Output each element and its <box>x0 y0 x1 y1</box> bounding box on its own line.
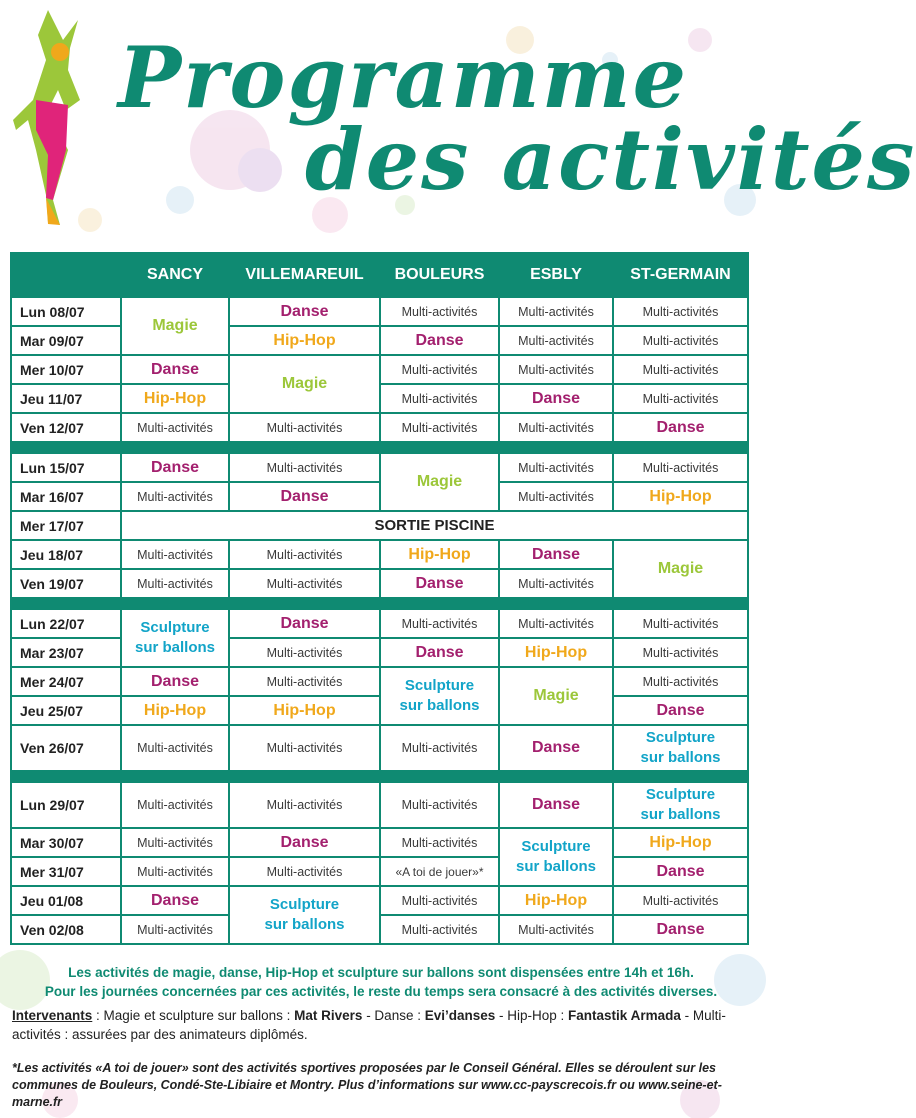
table-row <box>11 453 748 482</box>
activity-label: Danse <box>280 302 329 320</box>
activity-cell <box>613 886 748 915</box>
day-cell: Mar 30/07 <box>11 828 121 857</box>
header-st-germain: ST-GERMAIN <box>613 253 748 297</box>
activity-cell <box>380 609 499 638</box>
activity-cell <box>229 569 380 598</box>
day-cell: Lun 22/07 <box>11 609 121 638</box>
activity-label: Hip-Hop <box>273 331 336 349</box>
activity-label: Multi-activités <box>266 645 343 660</box>
header-esbly: ESBLY <box>499 253 613 297</box>
activity-cell <box>613 782 748 828</box>
day-cell: Mer 31/07 <box>11 857 121 886</box>
activity-label: Danse <box>656 701 705 719</box>
note-line-1: Les activités de magie, danse, Hip-Hop et sculpture sur ballons sont dispensées entre 14h et 16h. <box>68 965 694 980</box>
activity-cell <box>613 696 748 725</box>
day-cell: Mer 24/07 <box>11 667 121 696</box>
table-row <box>11 384 748 413</box>
table-row <box>11 540 748 569</box>
activity-cell <box>121 384 229 413</box>
sculpture-line-2: sur ballons <box>515 858 597 875</box>
week-separator <box>11 598 748 609</box>
activity-label: Multi-activités <box>401 835 478 850</box>
schedule-notes <box>0 963 762 1001</box>
sculpture-line-1: Sculpture <box>521 838 591 855</box>
activity-label: Danse <box>415 574 464 592</box>
activity-label: Hip-Hop <box>143 389 207 407</box>
activity-label: Multi-activités <box>642 674 719 689</box>
activity-label: Multi-activités <box>401 922 478 937</box>
activity-cell <box>121 297 229 355</box>
intervenants-sep: : <box>92 1008 104 1023</box>
activity-label: Danse <box>656 862 705 880</box>
separator-cell <box>11 442 748 453</box>
activity-label <box>640 785 720 825</box>
activity-cell <box>121 453 229 482</box>
intervenants-text-3: - Hip-Hop : <box>495 1008 569 1023</box>
activity-cell <box>121 355 229 384</box>
activity-cell <box>229 667 380 696</box>
activity-label: Multi-activités <box>266 674 343 689</box>
day-cell: Ven 12/07 <box>11 413 121 442</box>
table-row <box>11 413 748 442</box>
activity-cell <box>229 725 380 771</box>
day-cell: Ven 26/07 <box>11 725 121 771</box>
activity-cell <box>229 326 380 355</box>
intervenants-text-2: - Danse : <box>362 1008 425 1023</box>
activity-cell <box>613 482 748 511</box>
footnote: *Les activités «A toi de jouer» sont des activités sportives proposées par le Conseil Général. Elles se déroulent sur les communes de Bouleurs, Condé-Ste-Libiaire et Montry. Plus d’informations sur www.cc-payscrecois.fr ou www.seine-et-marne.fr <box>12 1061 722 1109</box>
separator-cell <box>11 771 748 782</box>
activity-label: Multi-activités <box>401 391 478 406</box>
activity-label: Danse <box>531 739 581 756</box>
table-row <box>11 915 748 944</box>
day-cell: Jeu 01/08 <box>11 886 121 915</box>
activity-label: Multi-activités <box>137 922 213 937</box>
activity-cell <box>613 326 748 355</box>
activity-label: Danse <box>150 672 200 690</box>
activity-cell <box>380 857 499 886</box>
table-row <box>11 667 748 696</box>
activity-cell <box>613 915 748 944</box>
activity-label: Multi-activités <box>401 798 478 812</box>
activity-cell <box>229 886 380 944</box>
activity-label: Danse <box>415 643 464 661</box>
activity-label: Magie <box>657 560 704 577</box>
activity-cell <box>380 569 499 598</box>
activity-label: Multi-activités <box>518 460 594 475</box>
activity-cell <box>499 828 613 886</box>
activity-label: Multi-activités <box>642 391 719 406</box>
activity-cell <box>613 453 748 482</box>
activity-label: Hip-Hop <box>524 643 588 661</box>
activity-cell <box>121 482 229 511</box>
header-row <box>11 253 748 297</box>
activity-cell <box>613 297 748 326</box>
activity-label: Danse <box>150 360 200 378</box>
separator-cell <box>11 598 748 609</box>
activity-cell <box>380 667 499 725</box>
activity-cell <box>121 782 229 828</box>
activity-label: Multi-activités <box>642 893 719 908</box>
activity-label: Danse <box>531 545 581 563</box>
table-row <box>11 355 748 384</box>
activity-cell <box>613 828 748 857</box>
note-line-2: Pour les journées concernées par ces activités, le reste du temps sera consacré à des activités diverses. <box>44 984 718 999</box>
activity-cell <box>613 384 748 413</box>
sculpture-line-1: Sculpture <box>645 729 716 746</box>
activity-label: Multi-activités <box>642 616 719 631</box>
activity-label: Multi-activités <box>401 741 478 755</box>
day-cell: Lun 08/07 <box>11 297 121 326</box>
activity-label: «A toi de jouer»* <box>395 864 484 879</box>
table-row <box>11 886 748 915</box>
activity-label: Danse <box>415 331 464 349</box>
sculpture-line-2: sur ballons <box>134 639 216 656</box>
activity-cell <box>121 886 229 915</box>
activity-label: Multi-activités <box>642 362 719 377</box>
activity-label: Danse <box>150 891 200 909</box>
activity-label: Multi-activités <box>401 362 478 377</box>
sculpture-line-1: Sculpture <box>269 896 340 913</box>
sculpture-line-1: Sculpture <box>645 786 716 803</box>
day-cell: Ven 02/08 <box>11 915 121 944</box>
day-cell: Jeu 18/07 <box>11 540 121 569</box>
activity-label: Multi-activités <box>266 576 343 591</box>
activity-label: Hip-Hop <box>524 891 588 909</box>
activity-label: Multi-activités <box>518 489 594 504</box>
day-cell: Mar 09/07 <box>11 326 121 355</box>
activity-cell <box>380 828 499 857</box>
activity-cell <box>229 355 380 413</box>
activity-cell <box>499 782 613 828</box>
activity-cell <box>380 915 499 944</box>
table-row <box>11 696 748 725</box>
activity-label: Magie <box>281 375 328 392</box>
activity-cell <box>380 453 499 511</box>
intervenants-block <box>12 1006 752 1044</box>
activity-label: Multi-activités <box>642 333 719 348</box>
activity-label: Multi-activités <box>137 741 213 755</box>
activity-label: Multi-activités <box>266 460 343 475</box>
activity-cell <box>613 609 748 638</box>
activity-cell <box>499 384 613 413</box>
activity-label: Multi-activités <box>137 420 213 435</box>
activity-label <box>135 618 215 658</box>
activity-cell <box>613 355 748 384</box>
activity-label: Danse <box>656 920 705 938</box>
activity-label: Danse <box>280 487 329 505</box>
day-cell: Lun 15/07 <box>11 453 121 482</box>
activity-label: Multi-activités <box>642 645 719 660</box>
activity-label: Multi-activités <box>401 420 478 435</box>
intervenants-label: Intervenants <box>12 1008 93 1023</box>
intervenant-danse: Evi’danses <box>424 1008 496 1023</box>
activity-cell <box>229 638 380 667</box>
day-cell: Jeu 25/07 <box>11 696 121 725</box>
activity-label: Multi-activités <box>518 922 594 937</box>
intervenant-magie: Mat Rivers <box>294 1008 363 1023</box>
activity-label <box>264 895 344 935</box>
sculpture-line-1: Sculpture <box>140 619 210 636</box>
activity-cell <box>499 355 613 384</box>
activity-cell <box>380 355 499 384</box>
activity-label: Multi-activités <box>518 576 594 591</box>
activity-label <box>640 728 720 768</box>
table-row <box>11 482 748 511</box>
activity-cell <box>613 857 748 886</box>
activity-cell <box>229 782 380 828</box>
activity-cell <box>121 609 229 667</box>
activity-cell <box>499 667 613 725</box>
activity-cell <box>380 886 499 915</box>
activity-cell <box>613 725 748 771</box>
activity-label: Multi-activités <box>266 864 343 879</box>
activity-label: Hip-Hop <box>143 701 207 719</box>
activity-label: Danse <box>280 833 329 851</box>
day-cell: Mer 17/07 <box>11 511 121 540</box>
activity-cell <box>499 413 613 442</box>
activity-label: Multi-activités <box>137 576 213 591</box>
header-sancy: SANCY <box>121 253 229 297</box>
dancer-silhouette-icon <box>8 0 118 230</box>
activity-cell <box>229 482 380 511</box>
activity-label <box>399 676 479 716</box>
activity-cell <box>380 782 499 828</box>
activity-label: Multi-activités <box>137 547 213 562</box>
activity-cell <box>380 297 499 326</box>
activity-cell <box>499 569 613 598</box>
activity-cell <box>499 540 613 569</box>
activity-label: SORTIE PISCINE <box>374 516 495 534</box>
activity-label: Magie <box>152 317 198 334</box>
activity-label: Multi-activités <box>266 798 343 812</box>
activity-cell <box>380 384 499 413</box>
day-cell: Mer 10/07 <box>11 355 121 384</box>
activity-cell <box>121 511 748 540</box>
activity-cell <box>121 413 229 442</box>
activity-label: Multi-activités <box>642 304 719 319</box>
week-separator <box>11 771 748 782</box>
sculpture-line-2: sur ballons <box>264 916 345 933</box>
day-cell: Ven 19/07 <box>11 569 121 598</box>
activity-cell <box>229 828 380 857</box>
activity-label: Hip-Hop <box>273 701 336 719</box>
activity-label: Danse <box>280 614 329 632</box>
activity-label: Multi-activités <box>518 362 594 377</box>
activity-label: Multi-activités <box>518 333 594 348</box>
intervenants-text-1: Magie et sculpture sur ballons : <box>103 1008 295 1023</box>
activity-cell <box>499 453 613 482</box>
table-row <box>11 609 748 638</box>
activity-label: Magie <box>533 687 579 704</box>
table-row <box>11 828 748 857</box>
day-cell: Mar 23/07 <box>11 638 121 667</box>
activity-label: Multi-activités <box>401 304 478 319</box>
activity-label: Magie <box>416 473 463 490</box>
intervenant-hiphop: Fantastik Armada <box>568 1008 681 1023</box>
sculpture-line-2: sur ballons <box>640 806 721 823</box>
activity-cell <box>121 725 229 771</box>
sculpture-line-1: Sculpture <box>404 677 475 694</box>
header-villemareuil: VILLEMAREUIL <box>229 253 380 297</box>
header-empty <box>11 253 121 297</box>
day-cell: Jeu 11/07 <box>11 384 121 413</box>
activity-cell <box>380 540 499 569</box>
title-line-1: Programme <box>118 28 689 127</box>
activity-cell <box>499 482 613 511</box>
activity-label: Multi-activités <box>137 864 213 879</box>
activity-cell <box>380 326 499 355</box>
activity-cell <box>229 297 380 326</box>
activity-cell <box>121 828 229 857</box>
day-cell: Lun 29/07 <box>11 782 121 828</box>
week-separator <box>11 442 748 453</box>
activity-cell <box>121 696 229 725</box>
table-row <box>11 857 748 886</box>
activity-cell <box>380 638 499 667</box>
activity-label: Multi-activités <box>137 835 213 850</box>
activity-cell <box>499 609 613 638</box>
activity-label: Danse <box>656 418 705 436</box>
activity-label: Multi-activités <box>266 547 343 562</box>
activity-cell <box>380 725 499 771</box>
activity-cell <box>121 540 229 569</box>
day-cell: Mar 16/07 <box>11 482 121 511</box>
header-bouleurs: BOULEURS <box>380 253 499 297</box>
activity-cell <box>613 638 748 667</box>
activity-cell <box>229 540 380 569</box>
activity-cell <box>499 915 613 944</box>
activity-cell <box>613 413 748 442</box>
activity-label: Multi-activités <box>401 893 478 908</box>
table-row <box>11 297 748 326</box>
activity-cell <box>229 609 380 638</box>
activity-cell <box>121 915 229 944</box>
activity-label: Multi-activités <box>518 304 594 319</box>
activity-cell <box>121 667 229 696</box>
activity-cell <box>229 413 380 442</box>
table-row <box>11 782 748 828</box>
activity-label: Multi-activités <box>137 798 213 812</box>
activity-label: Multi-activités <box>266 420 343 435</box>
activity-cell <box>229 857 380 886</box>
activity-label: Hip-Hop <box>649 487 712 505</box>
activity-cell <box>613 667 748 696</box>
schedule-table <box>10 252 749 945</box>
title-line-2: des activités <box>305 110 916 209</box>
activity-label: Danse <box>531 389 581 407</box>
activity-label: Multi-activités <box>518 616 594 631</box>
activity-label: Hip-Hop <box>408 545 471 563</box>
activity-cell <box>121 857 229 886</box>
sculpture-line-2: sur ballons <box>640 749 721 766</box>
activity-cell <box>499 638 613 667</box>
activity-cell <box>499 326 613 355</box>
table-row <box>11 725 748 771</box>
activity-cell <box>380 413 499 442</box>
activity-label: Hip-Hop <box>649 833 712 851</box>
activity-label: Multi-activités <box>518 420 594 435</box>
sculpture-line-2: sur ballons <box>399 697 480 714</box>
intervenants-text-4: - Multi-activités : assurées par des animateurs diplômés. <box>12 1008 726 1042</box>
activity-label: Danse <box>150 458 200 476</box>
activity-label: Danse <box>531 796 581 813</box>
activity-label <box>516 837 596 877</box>
table-row <box>11 511 748 540</box>
activity-label: Multi-activités <box>266 741 343 755</box>
activity-label: Multi-activités <box>642 460 719 475</box>
activity-cell <box>229 453 380 482</box>
activity-cell <box>499 886 613 915</box>
activity-cell <box>613 540 748 598</box>
activity-cell <box>499 297 613 326</box>
activity-label: Multi-activités <box>137 489 213 504</box>
activity-label: Multi-activités <box>401 616 478 631</box>
activity-cell <box>499 725 613 771</box>
activity-cell <box>229 696 380 725</box>
activity-cell <box>121 569 229 598</box>
